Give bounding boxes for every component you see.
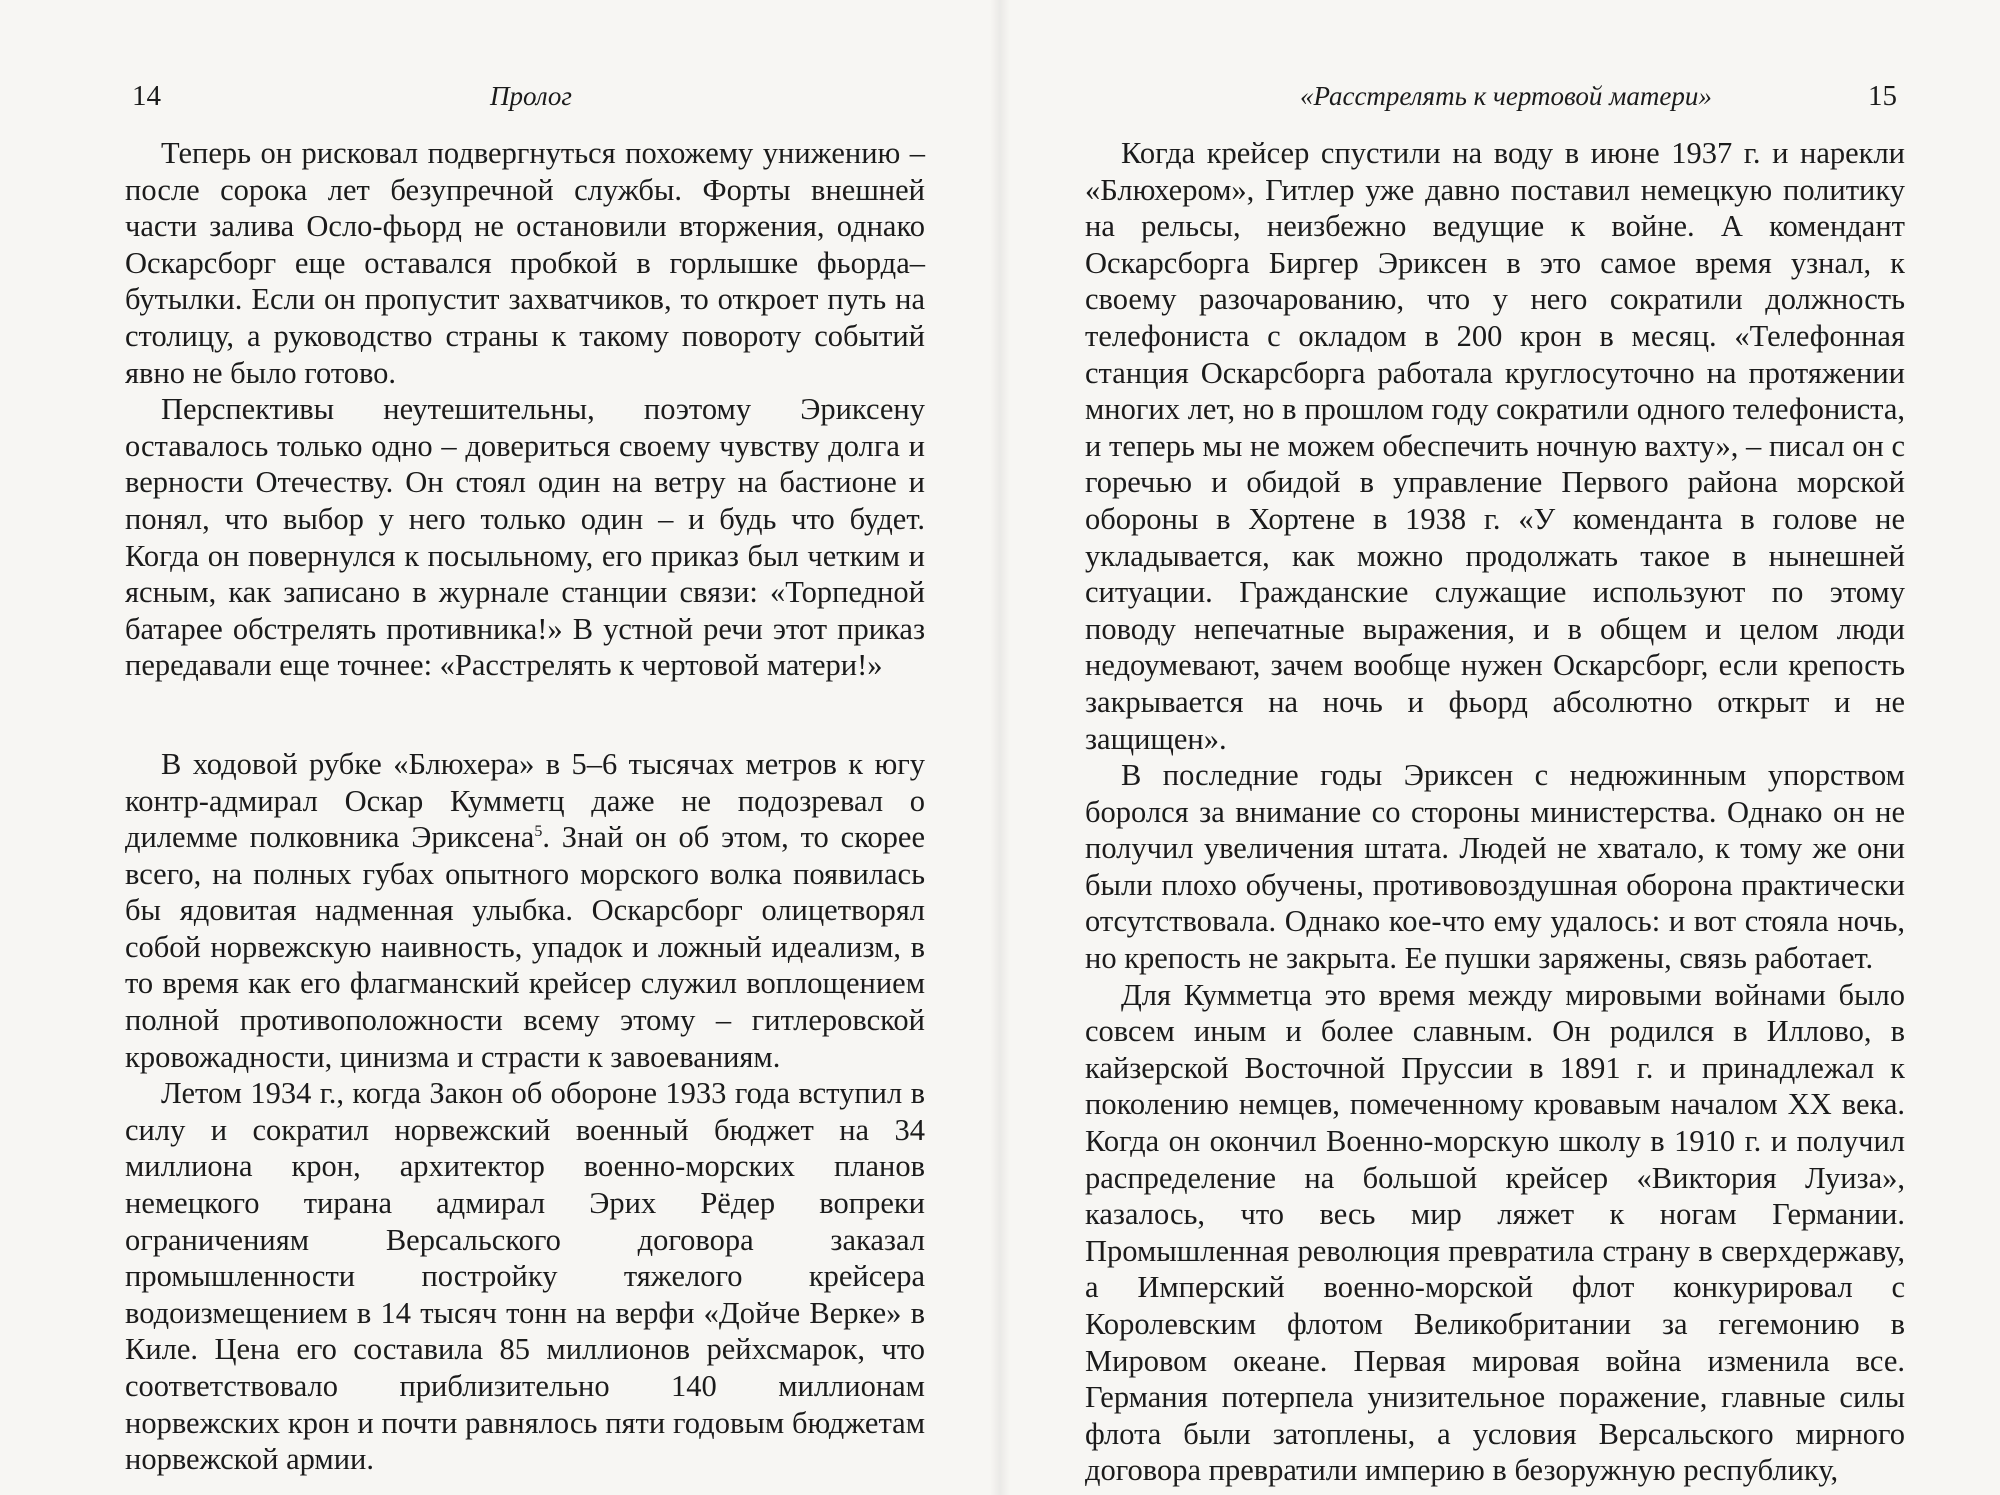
paragraph: Перспективы неутешительны, поэтому Эриксену оставалось только одно – довериться своему чувству долга и верности Отечеству. Он стоял один на ветру на бастионе и понял, что выбор у него только один – и будь что будет. Когда он повернулся к посыльному, его приказ был четким и ясным, как записано в журнале станции связи: «Торпедной батарее обстрелять противника!» В устной речи этот приказ передавали еще точнее: «Расстрелять к чертовой матери!» — [125, 392, 925, 683]
right-page-number: 15 — [1868, 80, 1897, 112]
right-page — [1000, 0, 2000, 1495]
paragraph — [125, 746, 925, 1075]
paragraph: Когда крейсер спустили на воду в июне 1937 г. и нарекли «Блюхером», Гитлер уже давно поставил немецкую политику на рельсы, неизбежно ведущие к войне. А комендант Оскарсборга Биргер Эриксен в это самое время узнал, к своему разочарованию, что у него сократили должность телефониста с окладом в 200 крон в месяц. «Телефонная станция Оскарсборга работала круглосуточно на протяжении многих лет, но в прошлом году сократили одного телефониста, и теперь мы не можем обеспечить ночную вахту», – писал он с горечью и обидой в управление Первого района морской обороны в Хортене в 1938 г. «У коменданта в голове не укладывается, как можно продолжать такое в нынешней ситуации. Гражданские служащие используют по этому поводу непечатные выражения, и в общем и целом люди недоумевают, зачем вообще нужен Оскарсборг, если крепость закрывается на ночь и фьорд абсолютно открыт и не защищен». — [1085, 136, 1905, 756]
left-body-text — [125, 135, 925, 1478]
left-page-number: 14 — [132, 80, 161, 112]
paragraph-text-continued: . Знай он об этом, то скорее всего, на полных губах опытного морского волка появилась бы ядовитая надменная улыбка. Оскарсборг олицетворял собой норвежскую наивность, упадок и ложный идеализм, в то время как его флагманский крейсер служил воплощением полной противоположности всему этому – гитлеровской кровожадности, цинизма и страсти к завоеваниям. — [125, 820, 925, 1074]
footnote-marker: 5 — [534, 822, 543, 840]
paragraph: Летом 1934 г., когда Закон об обороне 1933 года вступил в силу и сократил норвежский военный бюджет на 34 миллиона крон, архитектор военно-морских планов немецкого тирана адмирал Эрих Рёдер вопреки ограничениям Версальского договора заказал промышленности постройку тяжелого крейсера водоизмещением в 14 тысяч тонн на верфи «Дойче Верке» в Киле. Цена его составила 85 миллионов рейхсмарок, что соответствовало приблизительно 140 миллионам норвежских крон и почти равнялось пяти годовым бюджетам норвежской армии. — [125, 1076, 925, 1477]
paragraph-text: В ходовой рубке «Блюхера» в 5–6 тысячах метров к югу контр-адмирал Оскар Кумметц даже не подозревал о дилемме полковника Эриксена — [125, 746, 925, 855]
left-running-title: Пролог — [490, 81, 572, 111]
right-body-text — [1085, 135, 1905, 1489]
paragraph: Теперь он рисковал подвергнуться похожему унижению – после сорока лет безупречной службы. Форты внешней части залива Осло-фьорд не остановили вторжения, однако Оскарсборг еще оставался пробкой в горлышке фьорда–бутылки. Если он пропустит захватчиков, то откроет путь на столицу, а руководство страны к такому повороту событий явно не было готово. — [125, 136, 925, 390]
right-running-title: «Расстрелять к чертовой матери» — [1300, 81, 1712, 111]
paragraph: Для Кумметца это время между мировыми войнами было совсем иным и более славным. Он родился в Иллово, в кайзерской Восточной Пруссии в 1891 г. и принадлежал к поколению немцев, помеченному кровавым началом XX века. Когда он окончил Военно-морскую школу в 1910 г. и получил распределение на большой крейсер «Виктория Луиза», казалось, что весь мир ляжет к ногам Германии. Промышленная революция превратила страну в сверхдержаву, а Имперский военно-морской флот конкурировал с Королевским флотом Великобритании за гегемонию в Мировом океане. Первая мировая война изменила все. Германия потерпела унизительное поражение, главные силы флота были затоплены, а условия Версальского мирного договора превратили империю в безоружную республику, — [1085, 977, 1905, 1488]
paragraph: В последние годы Эриксен с недюжинным упорством боролся за внимание со стороны министерства. Однако он не получил увеличения штата. Людей не хватало, к тому же они были плохо обучены, противовоздушная оборона практически отсутствовала. Однако кое-что ему удалось: и вот стояла ночь, но крепость не закрыта. Ее пушки заряжены, связь работает. — [1085, 758, 1905, 976]
